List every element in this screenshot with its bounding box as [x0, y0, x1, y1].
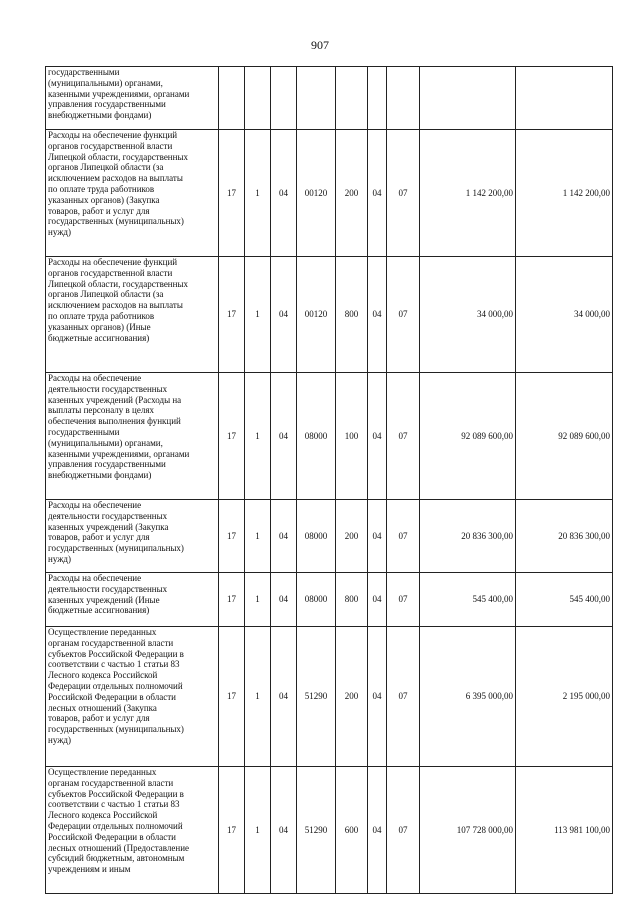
- table-row: [46, 627, 613, 767]
- code-cell: 04: [368, 373, 387, 500]
- code-cell: [219, 67, 245, 130]
- code-cell: 07: [387, 130, 420, 257]
- code-cell: [245, 67, 271, 130]
- code-cell: 07: [387, 767, 420, 894]
- code-cell: 04: [271, 130, 297, 257]
- amount-cell: 2 195 000,00: [516, 627, 613, 767]
- row-description: Расходы на обеспечение функций органов государственной власти Липецкой области, государственных органов Липецкой области (за исключением расходов на выплаты по оплате труда работников указанных органов) (Закупка товаров, работ и услуг для государственных (муниципальных) нужд): [46, 130, 219, 257]
- row-description: Расходы на обеспечение деятельности государственных казенных учреждений (Иные бюджетные ассигнования): [46, 573, 219, 627]
- code-cell: 1: [245, 130, 271, 257]
- code-cell: 1: [245, 573, 271, 627]
- code-cell: 800: [336, 573, 368, 627]
- code-cell: 17: [219, 573, 245, 627]
- row-description: Осуществление переданных органам государственной власти субъектов Российской Федерации в соответствии с частью 1 статьи 83 Лесного кодекса Российской Федерации отдельных полномочий Российской Федерации в области лесных отношений (Закупка товаров, работ и услуг для государственных (муниципальных) нужд): [46, 627, 219, 767]
- code-cell: [368, 67, 387, 130]
- code-cell: 17: [219, 500, 245, 573]
- code-cell: 1: [245, 500, 271, 573]
- code-cell: 1: [245, 627, 271, 767]
- table-row: [46, 257, 613, 373]
- code-cell: 04: [271, 767, 297, 894]
- code-cell: [297, 67, 336, 130]
- row-description: Расходы на обеспечение деятельности государственных казенных учреждений (Расходы на выплаты персоналу в целях обеспечения выполнения функций государственными (муниципальными) органами, казенными учреждениями, органами управления государственными внебюджетными фондами): [46, 373, 219, 500]
- amount-cell: [420, 67, 516, 130]
- amount-cell: 545 400,00: [420, 573, 516, 627]
- amount-cell: [516, 67, 613, 130]
- code-cell: 600: [336, 767, 368, 894]
- table-row: [46, 500, 613, 573]
- code-cell: [336, 67, 368, 130]
- code-cell: 04: [368, 130, 387, 257]
- code-cell: 00120: [297, 130, 336, 257]
- code-cell: 08000: [297, 500, 336, 573]
- code-cell: 04: [368, 627, 387, 767]
- amount-cell: 113 981 100,00: [516, 767, 613, 894]
- code-cell: 07: [387, 627, 420, 767]
- amount-cell: 92 089 600,00: [420, 373, 516, 500]
- amount-cell: 107 728 000,00: [420, 767, 516, 894]
- amount-cell: 545 400,00: [516, 573, 613, 627]
- amount-cell: 20 836 300,00: [516, 500, 613, 573]
- amount-cell: 92 089 600,00: [516, 373, 613, 500]
- code-cell: 04: [271, 573, 297, 627]
- code-cell: 07: [387, 500, 420, 573]
- code-cell: 04: [271, 500, 297, 573]
- code-cell: 04: [271, 257, 297, 373]
- table-row: [46, 767, 613, 894]
- code-cell: 100: [336, 373, 368, 500]
- code-cell: 17: [219, 130, 245, 257]
- amount-cell: 1 142 200,00: [420, 130, 516, 257]
- code-cell: [387, 67, 420, 130]
- table-row: [46, 373, 613, 500]
- code-cell: 17: [219, 373, 245, 500]
- table-row: [46, 573, 613, 627]
- code-cell: 07: [387, 373, 420, 500]
- code-cell: 07: [387, 257, 420, 373]
- row-description: Расходы на обеспечение функций органов государственной власти Липецкой области, государственных органов Липецкой области (за исключением расходов на выплаты по оплате труда работников указанных органов) (Иные бюджетные ассигнования): [46, 257, 219, 373]
- code-cell: 1: [245, 373, 271, 500]
- code-cell: 04: [368, 500, 387, 573]
- code-cell: 17: [219, 257, 245, 373]
- code-cell: 200: [336, 500, 368, 573]
- row-description: Расходы на обеспечение деятельности государственных казенных учреждений (Закупка товаров, работ и услуг для государственных (муниципальных) нужд): [46, 500, 219, 573]
- amount-cell: 34 000,00: [420, 257, 516, 373]
- code-cell: 800: [336, 257, 368, 373]
- row-description: Осуществление переданных органам государственной власти субъектов Российской Федерации в соответствии с частью 1 статьи 83 Лесного кодекса Российской Федерации отдельных полномочий Российской Федерации в области лесных отношений (Предоставление субсидий бюджетным, автономным учреждениям и иным: [46, 767, 219, 894]
- table-body: [46, 67, 613, 894]
- amount-cell: 20 836 300,00: [420, 500, 516, 573]
- code-cell: 08000: [297, 373, 336, 500]
- code-cell: 1: [245, 257, 271, 373]
- code-cell: 51290: [297, 767, 336, 894]
- amount-cell: 1 142 200,00: [516, 130, 613, 257]
- code-cell: 07: [387, 573, 420, 627]
- budget-table: [45, 66, 613, 894]
- code-cell: 04: [271, 627, 297, 767]
- page-number: 907: [311, 38, 329, 52]
- code-cell: 04: [271, 373, 297, 500]
- table-row: [46, 67, 613, 130]
- amount-cell: 34 000,00: [516, 257, 613, 373]
- code-cell: 04: [368, 767, 387, 894]
- row-description: государственными (муниципальными) органами, казенными учреждениями, органами управления государственными внебюджетными фондами): [46, 67, 219, 130]
- code-cell: 00120: [297, 257, 336, 373]
- code-cell: 51290: [297, 627, 336, 767]
- code-cell: 08000: [297, 573, 336, 627]
- code-cell: 1: [245, 767, 271, 894]
- code-cell: 17: [219, 767, 245, 894]
- table-row: [46, 130, 613, 257]
- code-cell: 04: [368, 573, 387, 627]
- amount-cell: 6 395 000,00: [420, 627, 516, 767]
- code-cell: 200: [336, 130, 368, 257]
- code-cell: 04: [368, 257, 387, 373]
- code-cell: 200: [336, 627, 368, 767]
- code-cell: [271, 67, 297, 130]
- code-cell: 17: [219, 627, 245, 767]
